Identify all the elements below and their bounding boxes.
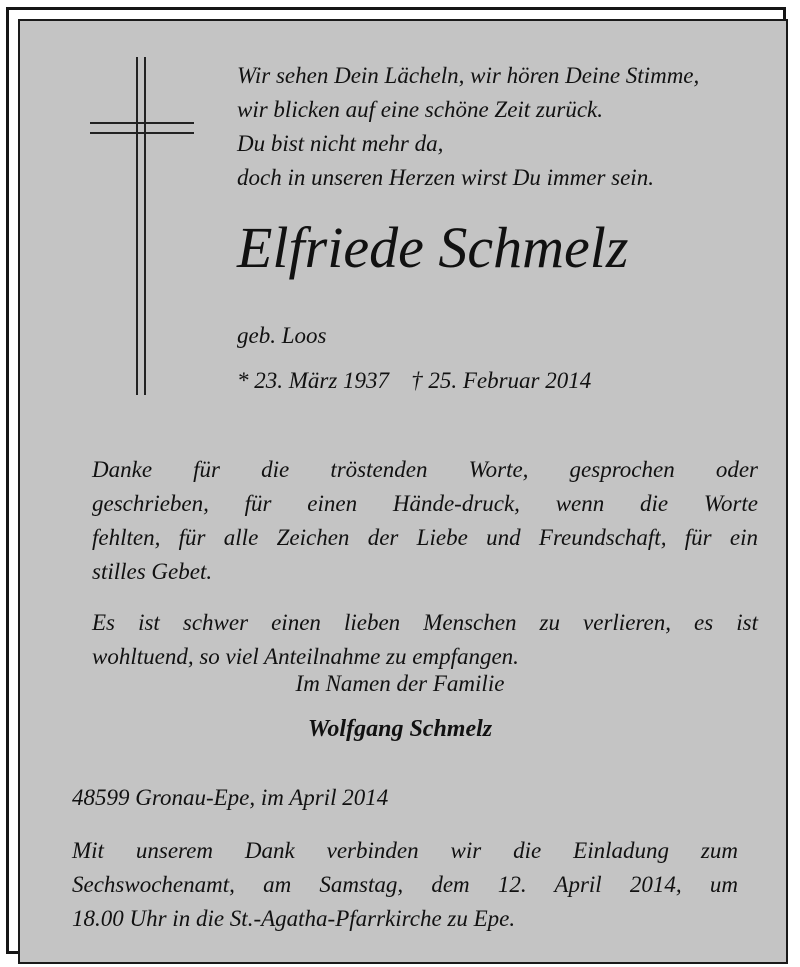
thanks-line: geschrieben, für einen Hände-druck, wenn die Worte: [92, 491, 758, 516]
sympathy-line: wohltuend, so viel Anteilnahme zu empfangen.: [92, 644, 519, 669]
thanks-paragraph: [92, 453, 758, 589]
maiden-name: geb. Loos: [237, 323, 327, 348]
life-dates: [237, 366, 591, 396]
obituary-card: [18, 19, 788, 964]
family-label: Im Namen der Familie: [295, 671, 505, 696]
deceased-name: Elfriede Schmelz: [237, 215, 629, 280]
death-date: † 25. Februar 2014: [411, 368, 592, 393]
poem-line: Wir sehen Dein Lächeln, wir hören Deine Stimme,: [237, 63, 700, 88]
poem-line: Du bist nicht mehr da,: [237, 131, 444, 156]
invitation-line: Sechswochenamt, am Samstag, dem 12. April 2014, um: [72, 872, 738, 897]
christian-cross-icon: [90, 57, 194, 395]
poem-line: doch in unseren Herzen wirst Du immer sein.: [237, 165, 654, 190]
sympathy-paragraph: [92, 606, 758, 674]
invitation-line: 18.00 Uhr in die St.-Agatha-Pfarrkirche zu Epe.: [72, 906, 516, 931]
thanks-line: Danke für die tröstenden Worte, gesprochen oder: [92, 457, 758, 482]
invitation-line: Mit unserem Dank verbinden wir die Einladung zum: [72, 838, 738, 863]
place-date: 48599 Gronau-Epe, im April 2014: [72, 785, 389, 810]
signer-name: Wolfgang Schmelz: [307, 716, 493, 742]
poem-line: wir blicken auf eine schöne Zeit zurück.: [237, 97, 604, 122]
thanks-line: stilles Gebet.: [92, 559, 213, 584]
birth-date: * 23. März 1937: [237, 368, 390, 393]
sympathy-line: Es ist schwer einen lieben Menschen zu verlieren, es ist: [92, 610, 758, 635]
memorial-poem: [237, 59, 699, 195]
invitation-paragraph: [72, 834, 738, 936]
thanks-line: fehlten, für alle Zeichen der Liebe und Freundschaft, für ein: [92, 525, 758, 550]
